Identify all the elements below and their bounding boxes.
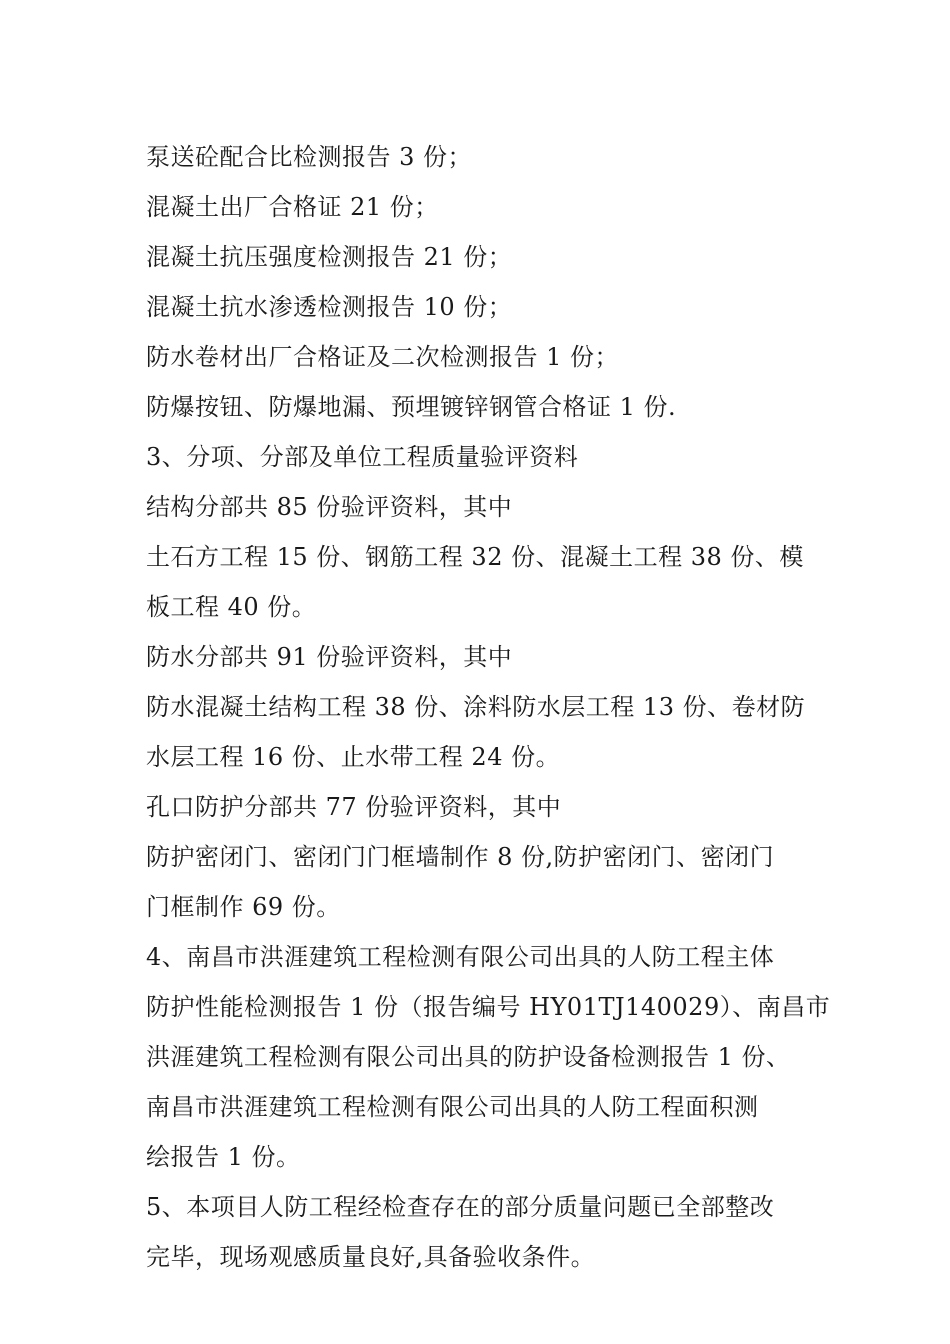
text-line: 防水卷材出厂合格证及二次检测报告 1 份； — [146, 343, 620, 371]
text-line: 泵送砼配合比检测报告 3 份； — [146, 143, 473, 171]
text-line: 混凝土抗压强度检测报告 21 份； — [146, 243, 513, 271]
text-line: 南昌市洪涯建筑工程检测有限公司出具的人防工程面积测 — [146, 1093, 759, 1121]
text-line: 混凝土出厂合格证 21 份； — [146, 193, 439, 221]
section-heading: 3、分项、分部及单位工程质量验评资料 — [146, 443, 579, 471]
text-line: 土石方工程 15 份、钢筋工程 32 份、混凝土工程 38 份、模 — [146, 543, 804, 571]
text-line: 门框制作 69 份。 — [146, 893, 341, 921]
text-line: 板工程 40 份。 — [146, 593, 317, 621]
document-body — [146, 132, 831, 1282]
text-line: 防护性能检测报告 1 份（报告编号 HY01TJ140029）、南昌市 — [146, 993, 831, 1021]
text-line: 混凝土抗水渗透检测报告 10 份； — [146, 293, 513, 321]
text-line: 防水混凝土结构工程 38 份、涂料防水层工程 13 份、卷材防 — [146, 693, 806, 721]
text-line: 洪涯建筑工程检测有限公司出具的防护设备检测报告 1 份、 — [146, 1043, 791, 1071]
section-heading: 5、本项目人防工程经检查存在的部分质量问题已全部整改 — [146, 1193, 775, 1221]
text-line: 绘报告 1 份。 — [146, 1143, 301, 1171]
text-line: 防爆按钮、防爆地漏、预埋镀锌钢管合格证 1 份. — [146, 393, 677, 421]
text-line: 结构分部共 85 份验评资料，其中 — [146, 493, 513, 521]
text-line: 防水分部共 91 份验评资料，其中 — [146, 643, 513, 671]
text-line: 水层工程 16 份、止水带工程 24 份。 — [146, 743, 561, 771]
text-line: 完毕，现场观感质量良好,具备验收条件。 — [146, 1243, 596, 1271]
text-line: 防护密闭门、密闭门门框墙制作 8 份,防护密闭门、密闭门 — [146, 843, 775, 871]
text-line: 孔口防护分部共 77 份验评资料，其中 — [146, 793, 562, 821]
section-heading: 4、南昌市洪涯建筑工程检测有限公司出具的人防工程主体 — [146, 943, 775, 971]
